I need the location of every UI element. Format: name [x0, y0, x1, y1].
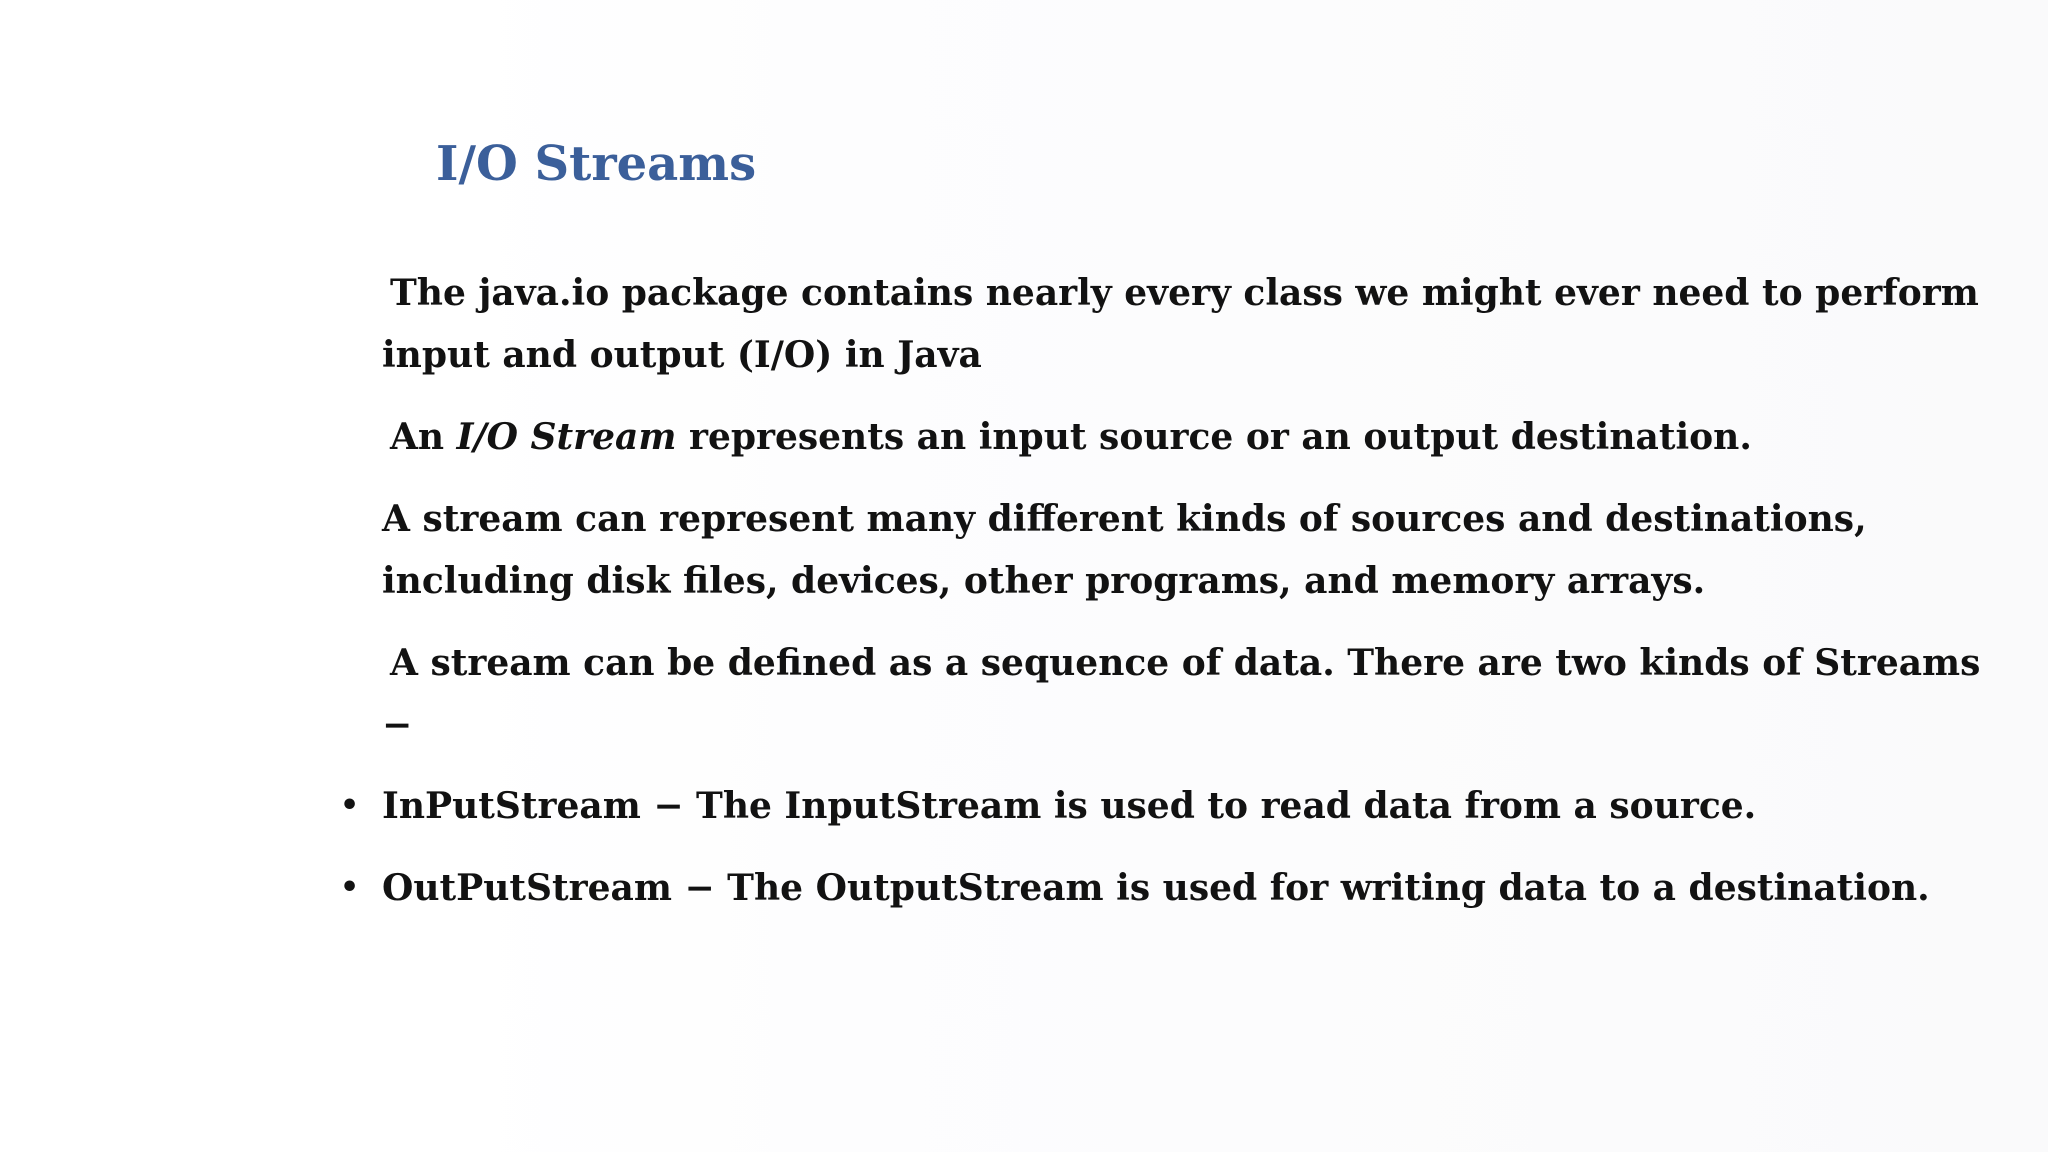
slide-title: I/O Streams — [436, 136, 757, 192]
paragraph-line: A stream can represent many different kinds of sources and destinations, — [382, 498, 1867, 540]
paragraph-line: input and output (I/O) in Java — [382, 334, 982, 376]
paragraph-line — [382, 406, 1752, 468]
paragraph-line: The java.io package contains nearly every class we might ever need to perform — [390, 272, 1979, 314]
paragraph-stream-definition — [382, 632, 1980, 756]
paragraph-java-io — [382, 262, 1979, 386]
paragraph-line: including disk files, devices, other programs, and memory arrays. — [382, 560, 1706, 602]
paragraph-text: represents an input source or an output destination. — [676, 416, 1752, 458]
bullet-item-outputstream — [340, 857, 1930, 919]
bullet-icon: • — [340, 870, 360, 905]
paragraph-text: An — [390, 416, 457, 458]
bullet-text: OutPutStream − The OutputStream is used for writing data to a destination. — [382, 867, 1930, 909]
bullet-item-inputstream — [340, 775, 1756, 837]
paragraph-line: − — [382, 704, 413, 746]
italic-term: I/O Stream — [456, 416, 677, 458]
paragraph-io-stream — [382, 406, 1752, 468]
bullet-text: InPutStream − The InputStream is used to read data from a source. — [382, 785, 1757, 827]
bullet-icon: • — [340, 788, 360, 823]
paragraph-line: A stream can be defined as a sequence of data. There are two kinds of Streams — [390, 642, 1981, 684]
paragraph-stream-kinds — [382, 488, 1867, 612]
